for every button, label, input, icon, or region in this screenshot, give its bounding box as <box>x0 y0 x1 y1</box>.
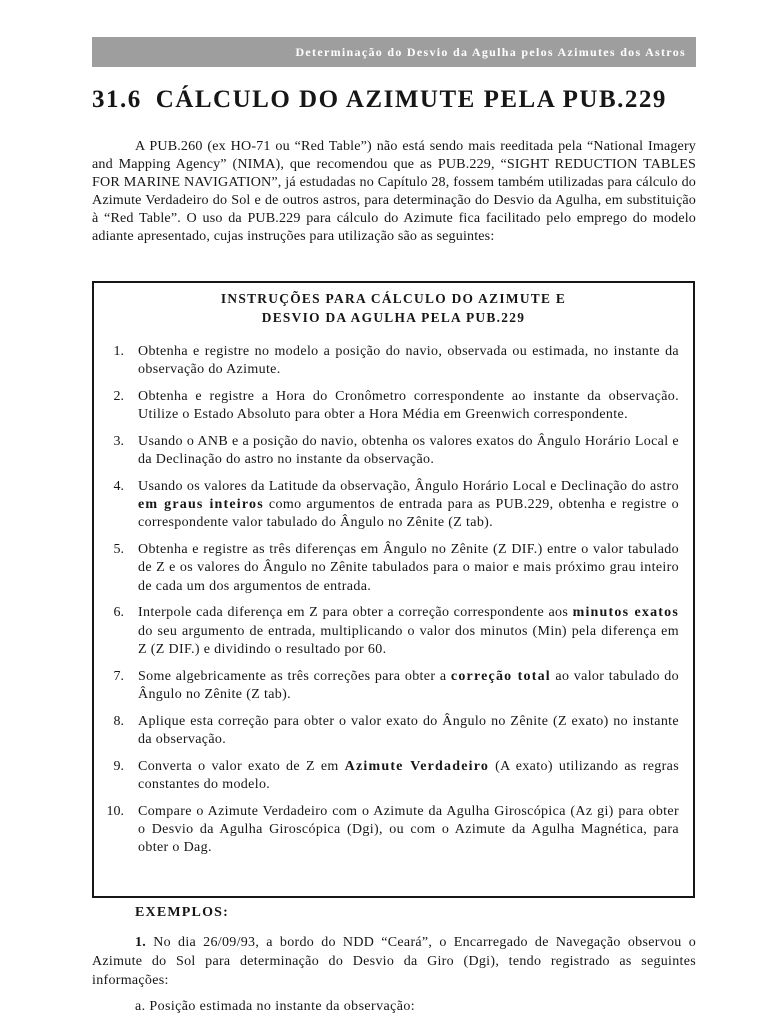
section-title <box>92 86 702 114</box>
instruction-step-6 <box>94 604 693 659</box>
step-number: 7. <box>113 668 124 684</box>
instruction-step-10 <box>94 803 693 858</box>
step-number: 4. <box>113 479 124 494</box>
step-text: Compare o Azimute Verdadeiro com o Azimute da Agulha Giroscópica (Az gi) para obter o Desvio da Agulha Giroscópica (Dgi), ou com o Azimute da Agulha Magnética, para obter o Dag. <box>138 803 679 856</box>
step-text-part: Converta o valor exato de Z em <box>138 758 345 774</box>
step-number: 10. <box>106 803 124 819</box>
instruction-step-5 <box>94 541 693 596</box>
step-emphasis: em graus inteiros <box>138 497 264 513</box>
step-text: Obtenha e registre a Hora do Cronômetro correspondente ao instante da observação. Utilize o Estado Absoluto para obter a Hora Média em Greenwich correspondente. <box>138 389 679 423</box>
instruction-step-2 <box>94 388 693 424</box>
step-number: 6. <box>113 605 124 621</box>
step-text-part: Usando os valores da Latitude da observação, Ângulo Horário Local e Declinação do astro <box>138 479 679 494</box>
step-emphasis: minutos exatos <box>572 605 679 621</box>
instructions-title-line-2: DESVIO DA AGULHA PELA PUB.229 <box>261 310 526 325</box>
example-1-paragraph <box>92 933 696 990</box>
step-text-part: Interpole cada diferença em Z para obter a correção correspondente aos <box>138 605 573 621</box>
instruction-step-3 <box>94 433 693 469</box>
step-text <box>138 668 679 704</box>
step-number: 2. <box>113 389 124 404</box>
step-emphasis: Azimute Verdadeiro <box>344 758 490 774</box>
step-number: 5. <box>113 542 124 558</box>
step-number: 8. <box>113 713 124 729</box>
step-number: 9. <box>113 758 124 774</box>
step-text <box>138 604 679 659</box>
step-emphasis: correção total <box>450 668 551 684</box>
instruction-step-9 <box>94 758 693 794</box>
step-text-part: como argumentos de entrada para as PUB.229, obtenha e registre o correspondente valor tabulado do Ângulo no Zênite (Z tab). <box>138 497 679 531</box>
section-title-text: CÁLCULO DO AZIMUTE PELA PUB.229 <box>155 86 667 113</box>
step-text: Aplique esta correção para obter o valor exato do Ângulo no Zênite (Z exato) no instante da observação. <box>138 713 679 747</box>
instructions-box <box>92 281 695 898</box>
instructions-title-line-1: INSTRUÇÕES PARA CÁLCULO DO AZIMUTE E <box>220 291 567 306</box>
step-text: Obtenha e registre as três diferenças em Ângulo no Zênite (Z DIF.) entre o valor tabulado de Z e os valores do Ângulo no Zênite tabulados para o maior e mais próximo grau inteiro de cada um dos argumentos de entrada. <box>138 542 679 594</box>
step-number: 1. <box>113 344 124 359</box>
step-text-part: do seu argumento de entrada, multiplicando o valor dos minutos (Min) pela diferença em Z (Z DIF.) e dividindo o resultado por 60. <box>138 623 679 657</box>
instruction-step-1 <box>94 343 693 379</box>
example-item-a: a. Posição estimada no instante da observação: <box>135 999 416 1014</box>
step-text <box>138 478 679 533</box>
section-number: 31.6 <box>92 86 142 113</box>
step-number: 3. <box>113 434 124 449</box>
instructions-list <box>94 343 693 866</box>
intro-paragraph: A PUB.260 (ex HO-71 ou “Red Table”) não está sendo mais reeditada pela “National Imagery and Mapping Agency” (NIMA), que recomendou que as PUB.229, “SIGHT REDUCTION TABLES FOR MARINE NAVIGATION”, já estudadas no Capítulo 28, fossem também utilizadas para cálculo do Azimute Verdadeiro do Sol e de outros astros, para determinação do Desvio da Agulha, em substituição à “Red Table”. O uso da PUB.229 para cálculo do Azimute fica facilitado pelo emprego do modelo adiante apresentado, cujas instruções para utilização são as seguintes: <box>92 138 696 245</box>
step-text-part: (A exato) utilizando as regras constantes do modelo. <box>138 758 679 792</box>
example-number: 1. <box>135 935 147 950</box>
instruction-step-8 <box>94 713 693 749</box>
example-text: No dia 26/09/93, a bordo do NDD “Ceará”, o Encarregado de Navegação observou o Azimute do Sol para determinação do Desvio da Giro (Dgi), tendo registrado as seguintes informações: <box>92 935 696 988</box>
step-text: Obtenha e registre no modelo a posição do navio, observada ou estimada, no instante da observação do Azimute. <box>138 344 679 378</box>
step-text-part: Some algebricamente as três correções para obter a <box>138 668 451 684</box>
step-text: Usando o ANB e a posição do navio, obtenha os valores exatos do Ângulo Horário Local e da Declinação do astro no instante da observação. <box>138 434 679 468</box>
instruction-step-4 <box>94 478 693 533</box>
running-header: Determinação do Desvio da Agulha pelos Azimutes dos Astros <box>92 37 696 67</box>
instructions-title <box>94 289 693 327</box>
step-text-part: ao valor tabulado do Ângulo no Zênite (Z tab). <box>138 668 679 702</box>
step-text <box>138 758 679 794</box>
instruction-step-7 <box>94 668 693 704</box>
examples-heading: EXEMPLOS: <box>135 905 230 920</box>
